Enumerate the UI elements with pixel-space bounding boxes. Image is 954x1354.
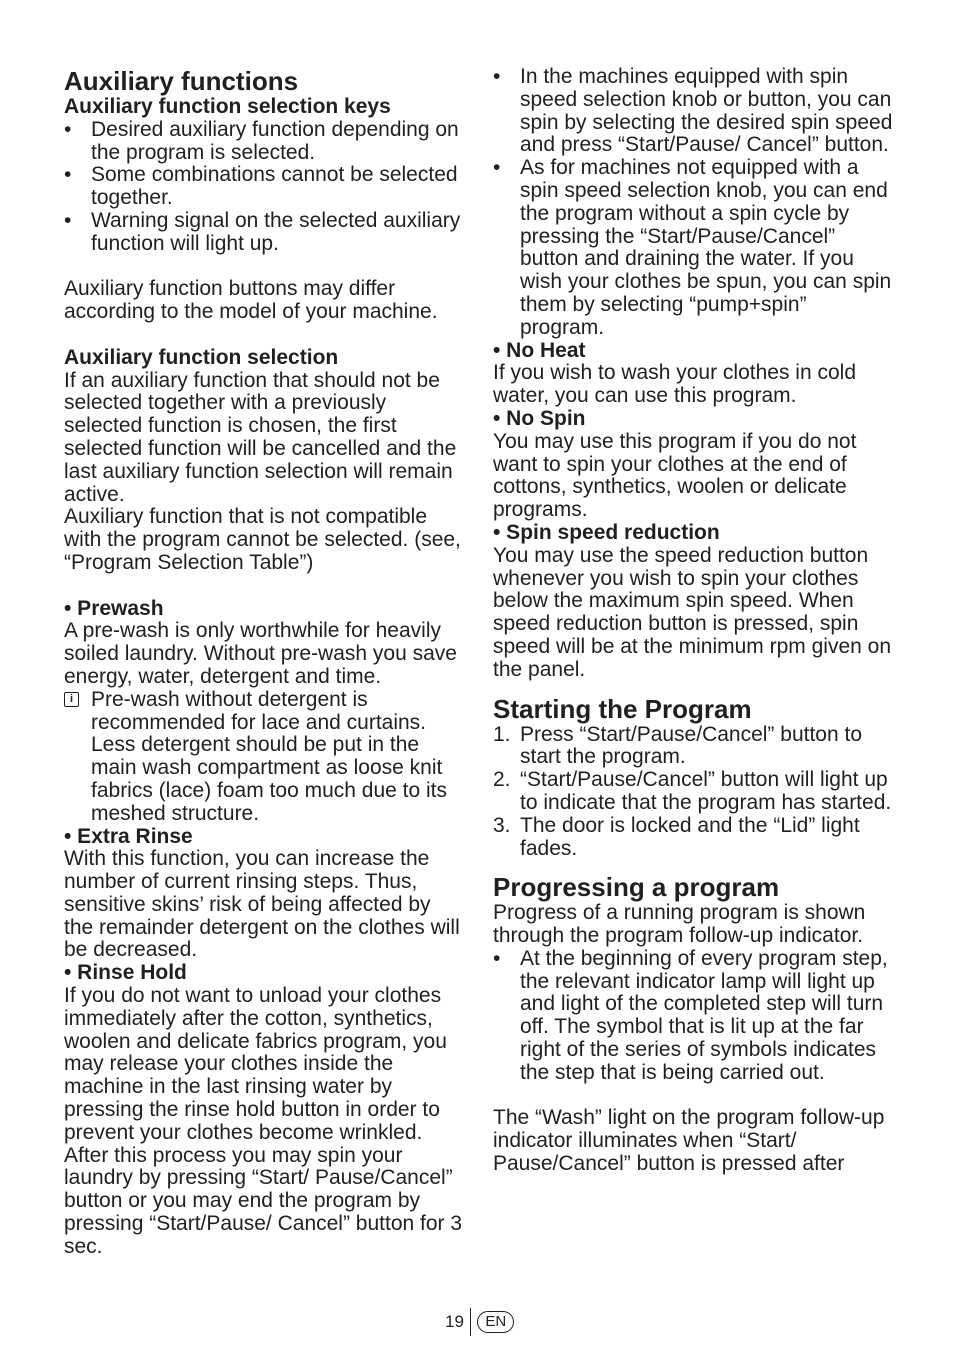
- list-item: • In the machines equipped with spin speed selection knob or button, you can spin by selecting the desired spin speed and press “Start/Pause/ Cancel” button.: [493, 65, 893, 157]
- keys-bullet-list: [64, 119, 464, 256]
- right-column: [493, 66, 893, 1176]
- spin-bullet-list: [493, 66, 893, 340]
- rinse-hold-paragraph: If you do not want to unload your clothes immediately after the cotton, synthetics, woolen and delicate fabrics program, you may release your clothes inside the machine in the last rinsing water by pressing the rinse hold button in order to prevent your clothes become wrinkled. After this process you may spin your laundry by pressing “Start/ Pause/Cancel” button or you may end the program by pressing “Start/Pause/ Cancel” button for 3 sec.: [64, 984, 463, 1258]
- selection-paragraph: If an auxiliary function that should not be selected together with a previously selected function is chosen, the first selected function will be cancelled and the last auxiliary function selection will remain active.: [64, 368, 457, 506]
- section-title-starting-program: Starting the Program: [493, 693, 752, 724]
- rinse-hold-heading: • Rinse Hold: [64, 961, 187, 985]
- bullet-icon: •: [64, 208, 72, 232]
- bullet-icon: •: [493, 946, 501, 970]
- info-icon: i: [64, 692, 79, 707]
- compatibility-paragraph: Auxiliary function that is not compatible with the program cannot be selected. (see, “Program Selection Table”): [64, 505, 461, 574]
- no-spin-heading: • No Spin: [493, 406, 586, 430]
- left-column: [64, 66, 464, 1259]
- keys-heading: Auxiliary function selection keys: [64, 95, 391, 118]
- spin-reduction-heading: • Spin speed reduction: [493, 520, 720, 544]
- section-title-auxiliary-functions: Auxiliary functions: [64, 66, 299, 96]
- prewash-paragraph: A pre-wash is only worthwhile for heavily soiled laundry. Without pre-wash you save energy, water, detergent and time.: [64, 619, 457, 688]
- extra-rinse-paragraph: With this function, you can increase the number of current rinsing steps. Thus, sensitive skins’ risk of being affected by the remainder detergent on the clothes will be decreased.: [64, 847, 460, 962]
- extra-rinse-heading: • Extra Rinse: [64, 824, 193, 848]
- no-heat-paragraph: If you wish to wash your clothes in cold water, you can use this program.: [493, 361, 857, 408]
- prewash-note: i Pre-wash without detergent is recommended for lace and curtains. Less detergent should be put in the main wash compartment as loose knit fabrics (lace) foam too much due to its meshed structure.: [64, 689, 464, 826]
- spin-reduction-paragraph: You may use the speed reduction button whenever you wish to spin your clothes below the maximum spin speed. When speed reduction button is pressed, spin speed will be at the minimum rpm given on the panel.: [493, 543, 892, 681]
- list-item: 1. Press “Start/Pause/Cancel” button to start the program.: [493, 722, 862, 769]
- bullet-icon: •: [64, 163, 72, 187]
- bullet-icon: •: [493, 156, 501, 180]
- starting-steps-list: [493, 724, 893, 861]
- language-badge: EN: [477, 1311, 514, 1333]
- list-item: • As for machines not equipped with a spin speed selection knob, you can end the program without a spin cycle by pressing the “Start/Pause/Cancel” button and draining the water. If you wish your clothes be spun, you can spin them by selecting “pump+spin” program.: [493, 156, 892, 339]
- page-number: 19: [445, 1311, 464, 1331]
- page-footer: [445, 1308, 514, 1336]
- list-item: • Desired auxiliary function depending on the program is selected.: [64, 117, 459, 164]
- selection-heading: Auxiliary function selection: [64, 345, 339, 369]
- section-title-progressing-program: Progressing a program: [493, 872, 780, 903]
- bullet-icon: •: [493, 65, 501, 88]
- buttons-note: Auxiliary function buttons may differ according to the model of your machine.: [64, 277, 438, 324]
- prewash-heading: • Prewash: [64, 596, 164, 620]
- no-spin-paragraph: You may use this program if you do not want to spin your clothes at the end of cottons, synthetics, woolen or delicate programs.: [493, 429, 857, 522]
- progress-bullet-list: [493, 948, 893, 1085]
- list-item: • At the beginning of every program step, the relevant indicator lamp will light up and light of the completed step will turn off. The symbol that is lit up at the far right of the series of symbols indicates the step that is being carried out.: [493, 946, 888, 1084]
- no-heat-heading: • No Heat: [493, 338, 586, 362]
- list-item: • Some combinations cannot be selected together.: [64, 163, 458, 210]
- list-item: • Warning signal on the selected auxiliary function will light up.: [64, 208, 461, 255]
- footer-divider: [470, 1308, 472, 1336]
- list-item: 2. “Start/Pause/Cancel” button will light up to indicate that the program has started.: [493, 768, 892, 814]
- wash-light-paragraph: The “Wash” light on the program follow-up indicator illuminates when “Start/ Pause/Cancel” button is pressed after: [493, 1106, 885, 1176]
- list-item: 3. The door is locked and the “Lid” light fades.: [493, 813, 860, 860]
- bullet-icon: •: [64, 117, 72, 141]
- progress-paragraph: Progress of a running program is shown through the program follow-up indicator.: [493, 901, 866, 948]
